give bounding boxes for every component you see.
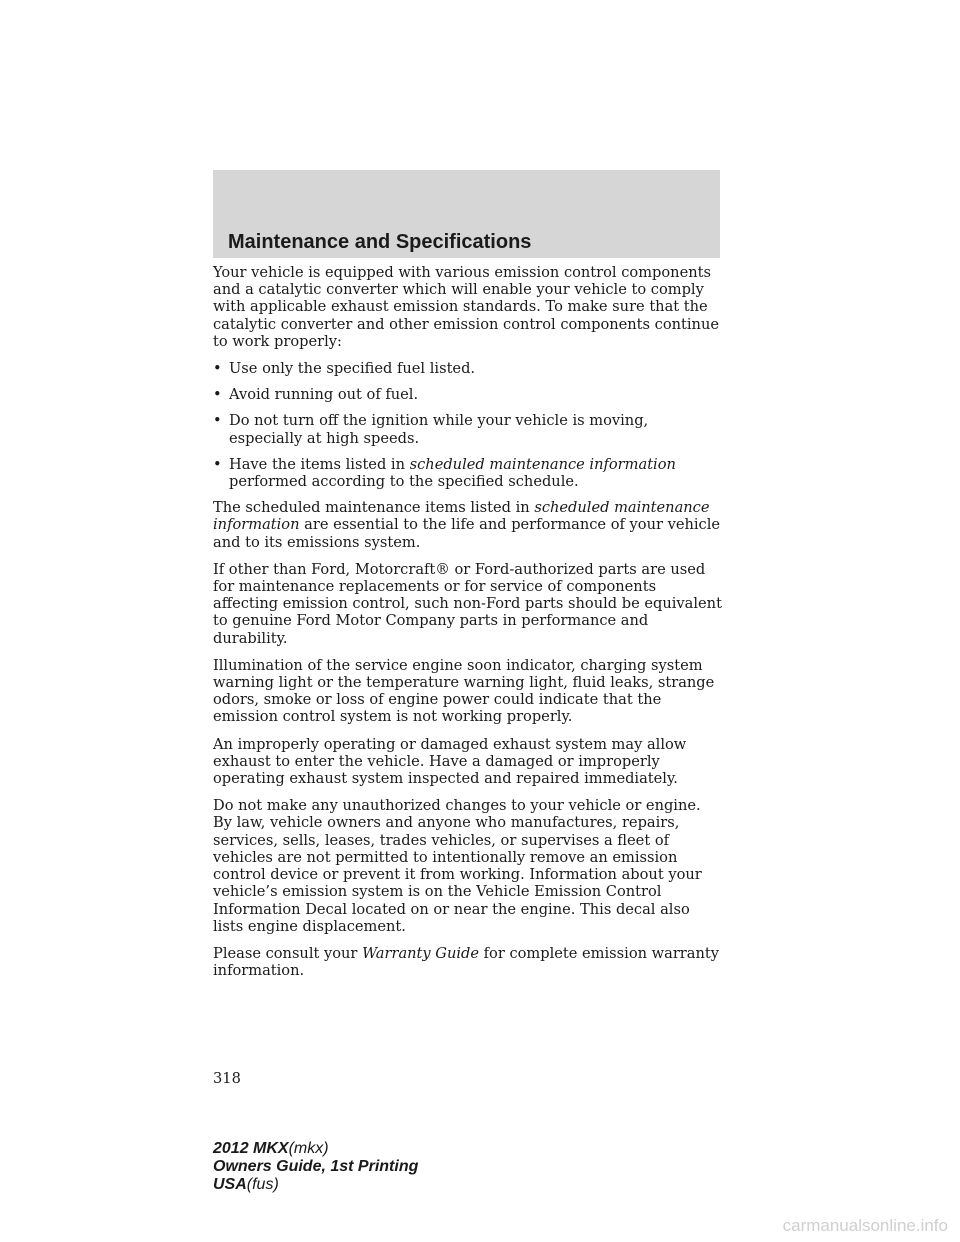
bullet-item	[213, 386, 723, 403]
section-title: Maintenance and Specifications	[228, 231, 532, 253]
bullet-item	[213, 360, 723, 377]
exhaust-paragraph: An improperly operating or damaged exhaust system may allow exhaust to enter the vehicle. Have a damaged or improperly operating exhaust system inspected and repaired immediately.	[213, 735, 687, 788]
parts-paragraph: If other than Ford, Motorcraft® or Ford-authorized parts are used for maintenance replacements or for service of components affecting emission control, such non-Ford parts should be equivalent to genuine Ford Motor Company parts in performance and durability.	[213, 560, 722, 647]
bullet-glyph: •	[213, 455, 222, 473]
footer-market: USA	[213, 1176, 247, 1193]
footer-line-model	[213, 1140, 418, 1158]
bullet-glyph: •	[213, 412, 222, 430]
bullet-text: performed according to the specified schedule.	[229, 473, 579, 491]
bullet-emphasis: scheduled maintenance information	[409, 455, 676, 473]
footer-line-market	[213, 1176, 418, 1194]
bullet-glyph: •	[213, 386, 222, 404]
warranty-paragraph	[213, 945, 723, 979]
publication-footer	[213, 1140, 418, 1194]
bullet-item	[213, 456, 723, 490]
footer-market-code: (fus)	[246, 1176, 279, 1193]
bullet-text: Use only the specified fuel listed.	[229, 360, 476, 378]
paragraph-text: for complete emission warranty information.	[213, 944, 719, 980]
footer-line-printing	[213, 1158, 418, 1176]
footer-printing: Owners Guide, 1st Printing	[213, 1158, 419, 1175]
illumination-paragraph: Illumination of the service engine soon indicator, charging system warning light or the temperature warning light, fluid leaks, strange odors, smoke or loss of engine power could indicate that the emission control system is not working properly.	[213, 656, 715, 726]
intro-paragraph: Your vehicle is equipped with various emission control components and a catalytic converter which will enable your vehicle to comply with applicable exhaust emission standards. To make sure that the catalytic converter and other emission control components continue to work properly:	[213, 264, 719, 350]
paragraph-text: Please consult your	[213, 944, 363, 962]
watermark: carmanualsonline.info	[782, 1216, 948, 1235]
bullet-text: Have the items listed in	[229, 455, 410, 473]
footer-model: 2012 MKX	[213, 1140, 289, 1157]
bullet-text: Do not turn off the ignition while your vehicle is moving, especially at high speeds.	[229, 412, 649, 447]
bullet-item	[213, 412, 723, 446]
page-content	[213, 264, 723, 989]
unauthorized-changes-paragraph: Do not make any unauthorized changes to your vehicle or engine. By law, vehicle owners and anyone who manufactures, repairs, services, sells, leases, trades vehicles, or supervises a fleet of vehicles are not permitted to intentionally remove an emission control device or prevent it from working. Information about your vehicle’s emission system is on the Vehicle Emission Control Information Decal located on or near the engine. This decal also lists engine displacement.	[213, 797, 702, 935]
section-header-band	[213, 170, 720, 258]
paragraph-text: are essential to the life and performance of your vehicle and to its emissions system.	[213, 516, 721, 551]
warranty-guide-reference: Warranty Guide	[362, 944, 479, 962]
paragraph-emphasis: scheduled maintenance information	[213, 499, 710, 534]
page-number: 318	[213, 1070, 241, 1087]
bullet-glyph: •	[213, 360, 222, 378]
bullet-text: Avoid running out of fuel.	[229, 386, 419, 404]
paragraph-text: The scheduled maintenance items listed in	[213, 499, 535, 517]
maintenance-bullet-list	[213, 360, 723, 490]
scheduled-maintenance-paragraph	[213, 499, 723, 551]
footer-model-code: (mkx)	[288, 1140, 329, 1157]
